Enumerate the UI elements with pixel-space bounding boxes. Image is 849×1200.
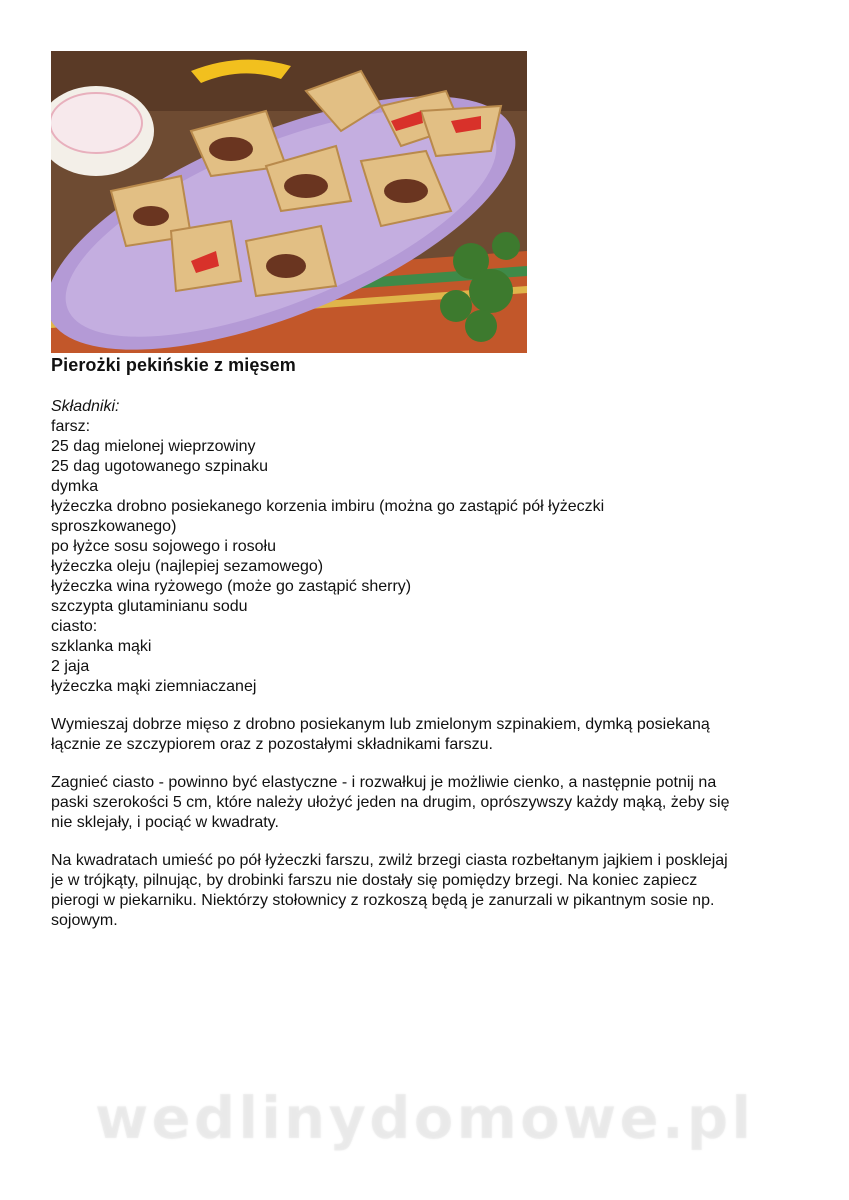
ingredient-line: łyżeczka wina ryżowego (może go zastąpić sherry) [51,578,412,595]
ingredients-heading: Składniki: [51,398,120,415]
ingredient-line: 25 dag mielonej wieprzowiny [51,438,256,455]
instruction-paragraph-3 [51,851,791,931]
ingredient-line: po łyżce sosu sojowego i rosołu [51,538,277,555]
ingredient-line: ciasto: [51,618,98,635]
ingredient-line: szklanka mąki [51,638,152,655]
paragraph-line: łącznie ze szczypiorem oraz z pozostałymi składnikami farszu. [51,736,493,753]
ingredient-line: 2 jaja [51,658,90,675]
recipe-content [51,397,791,931]
ingredient-line: dymka [51,478,99,495]
paragraph-line: nie sklejały, i pociąć w kwadraty. [51,814,279,831]
recipe-photo [51,51,527,353]
paragraph-line: sojowym. [51,912,118,929]
dumplings-on-plate-illustration [51,51,527,353]
paragraph-line: Wymieszaj dobrze mięso z drobno posiekanym lub zmielonym szpinakiem, dymką posiekaną [51,716,710,733]
ingredient-line: szczypta glutaminianu sodu [51,598,248,615]
paragraph-line: Na kwadratach umieść po pół łyżeczki farszu, zwilż brzegi ciasta rozbełtanym jajkiem i posklejaj [51,852,728,869]
ingredient-line: łyżeczka drobno posiekanego korzenia imbiru (można go zastąpić pół łyżeczki [51,498,605,515]
watermark: wedlinydomowe.pl [94,1084,755,1152]
ingredient-line: 25 dag ugotowanego szpinaku [51,458,269,475]
paragraph-line: Zagnieć ciasto - powinno być elastyczne - i rozwałkuj je możliwie cienko, a następnie potnij na [51,774,717,791]
ingredients-list [51,417,791,697]
ingredient-line: łyżeczka mąki ziemniaczanej [51,678,257,695]
instruction-paragraph-2 [51,773,791,833]
ingredient-line: farsz: [51,418,91,435]
page-title: Pierożki pekińskie z mięsem [51,355,296,375]
instruction-paragraph-1 [51,715,791,755]
paragraph-line: je w trójkąty, pilnując, by drobinki farszu nie dostały się pomiędzy brzegi. Na koniec zapiecz [51,872,698,889]
ingredient-line: sproszkowanego) [51,518,177,535]
paragraph-line: pierogi w piekarniku. Niektórzy stołownicy z rozkoszą będą je zanurzali w pikantnym sosie np. [51,892,715,909]
paragraph-line: paski szerokości 5 cm, które należy ułożyć jeden na drugim, oprószywszy każdy mąką, żeby się [51,794,730,811]
ingredient-line: łyżeczka oleju (najlepiej sezamowego) [51,558,324,575]
